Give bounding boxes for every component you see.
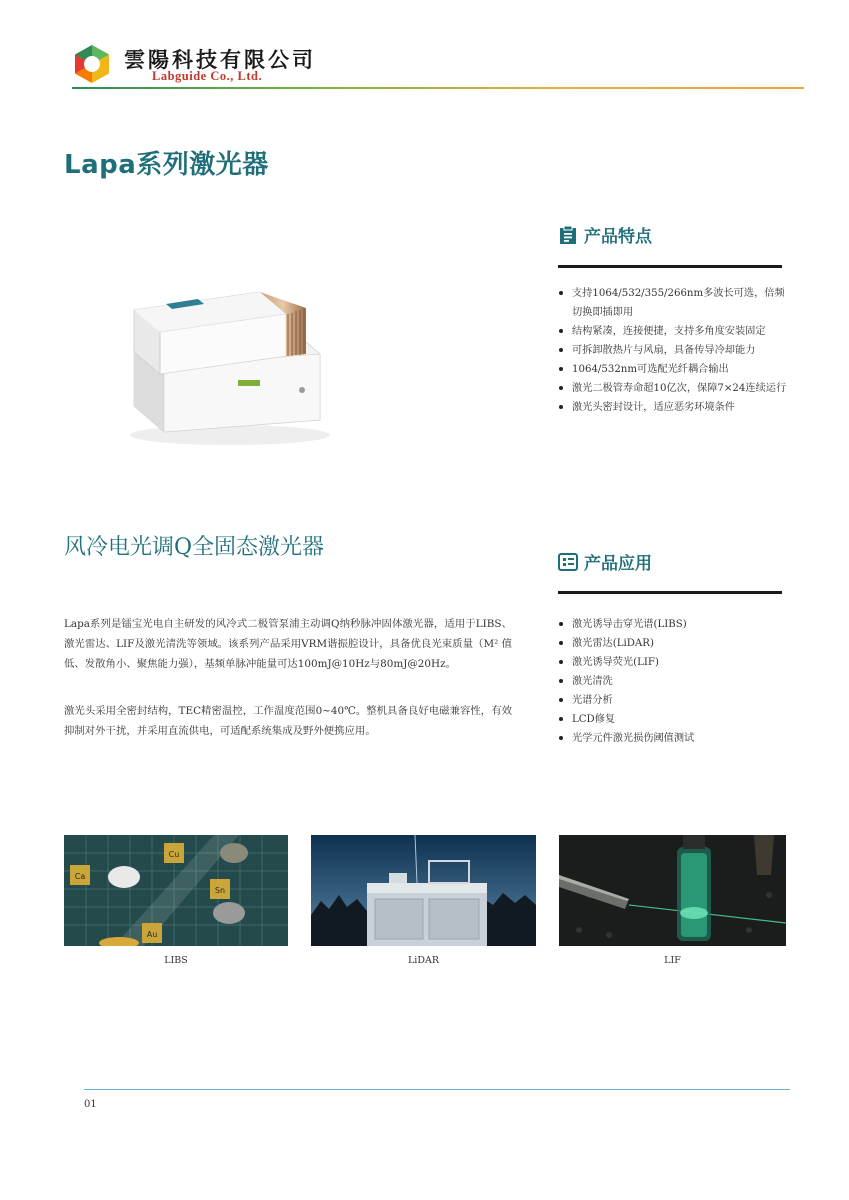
libs-photo: [64, 835, 288, 946]
list-item: LCD修复: [558, 710, 788, 729]
page-header: [72, 40, 804, 90]
element-label: Au: [146, 930, 158, 939]
lidar-photo: [311, 835, 536, 946]
company-name-en: Labguide Co., Ltd.: [152, 69, 263, 83]
applications-list: [558, 615, 788, 748]
lif-caption: LIF: [664, 955, 681, 966]
laser-product-image: [120, 270, 340, 450]
list-item: 可拆卸散热片与风扇，具备传导冷却能力: [558, 341, 788, 360]
list-item: 激光头密封设计，适应恶劣环境条件: [558, 398, 788, 417]
company-logo-icon: [72, 44, 112, 84]
features-heading-text: 产品特点: [584, 227, 652, 247]
list-item: 1064/532nm可选配光纤耦合输出: [558, 360, 788, 379]
element-label: Sn: [214, 886, 226, 895]
libs-caption: LIBS: [164, 955, 188, 966]
list-item: 激光雷达(LiDAR): [558, 634, 788, 653]
description-paragraph-2: 激光头采用全密封结构，TEC精密温控，工作温度范围0~40℃。整机具备良好电磁兼容性，有效抑制对外干扰，并采用直流供电，可适配系统集成及野外便携应用。: [64, 705, 512, 737]
description-paragraph-1: Lapa系列是镭宝光电自主研发的风冷式二极管泵浦主动调Q纳秒脉冲固体激光器，适用于LIBS、激光雷达、LIF及激光清洗等领域。该系列产品采用VRM谐振腔设计，具备优良光束质量（M² 值低、发散角小、聚焦能力强），基频单脉冲能量可达100mJ@10Hz与80mJ@20Hz。: [64, 618, 512, 670]
element-label: Ca: [74, 872, 86, 881]
list-item: 激光清洗: [558, 672, 788, 691]
applications-heading: [558, 549, 652, 574]
page-title: Lapa系列激光器: [64, 150, 269, 180]
features-rule: [558, 265, 782, 268]
element-label: Cu: [168, 850, 180, 859]
lidar-caption: LiDAR: [408, 955, 439, 966]
footer-divider: [84, 1089, 790, 1090]
clipboard-icon: [558, 225, 578, 245]
lif-photo: [559, 835, 786, 946]
header-divider: [72, 87, 804, 89]
features-list: [558, 284, 788, 417]
list-item: 光谱分析: [558, 691, 788, 710]
company-name-cn: 雲陽科技有限公司: [124, 47, 316, 72]
list-item: 结构紧凑，连接便捷，支持多角度安装固定: [558, 322, 788, 341]
product-subtitle: 风冷电光调Q全固态激光器: [64, 535, 325, 560]
features-heading: [558, 222, 652, 247]
applications-heading-text: 产品应用: [584, 554, 652, 574]
list-item: 激光二极管寿命超10亿次，保障7×24连续运行: [558, 379, 788, 398]
applications-rule: [558, 591, 782, 594]
list-item: 支持1064/532/355/266nm多波长可选，倍频切换即插即用: [558, 284, 788, 322]
list-item: 激光诱导击穿光谱(LIBS): [558, 615, 788, 634]
grid-list-icon: [558, 552, 578, 572]
list-item: 激光诱导荧光(LIF): [558, 653, 788, 672]
page-number: 01: [84, 1099, 97, 1110]
list-item: 光学元件激光损伤阈值测试: [558, 729, 788, 748]
